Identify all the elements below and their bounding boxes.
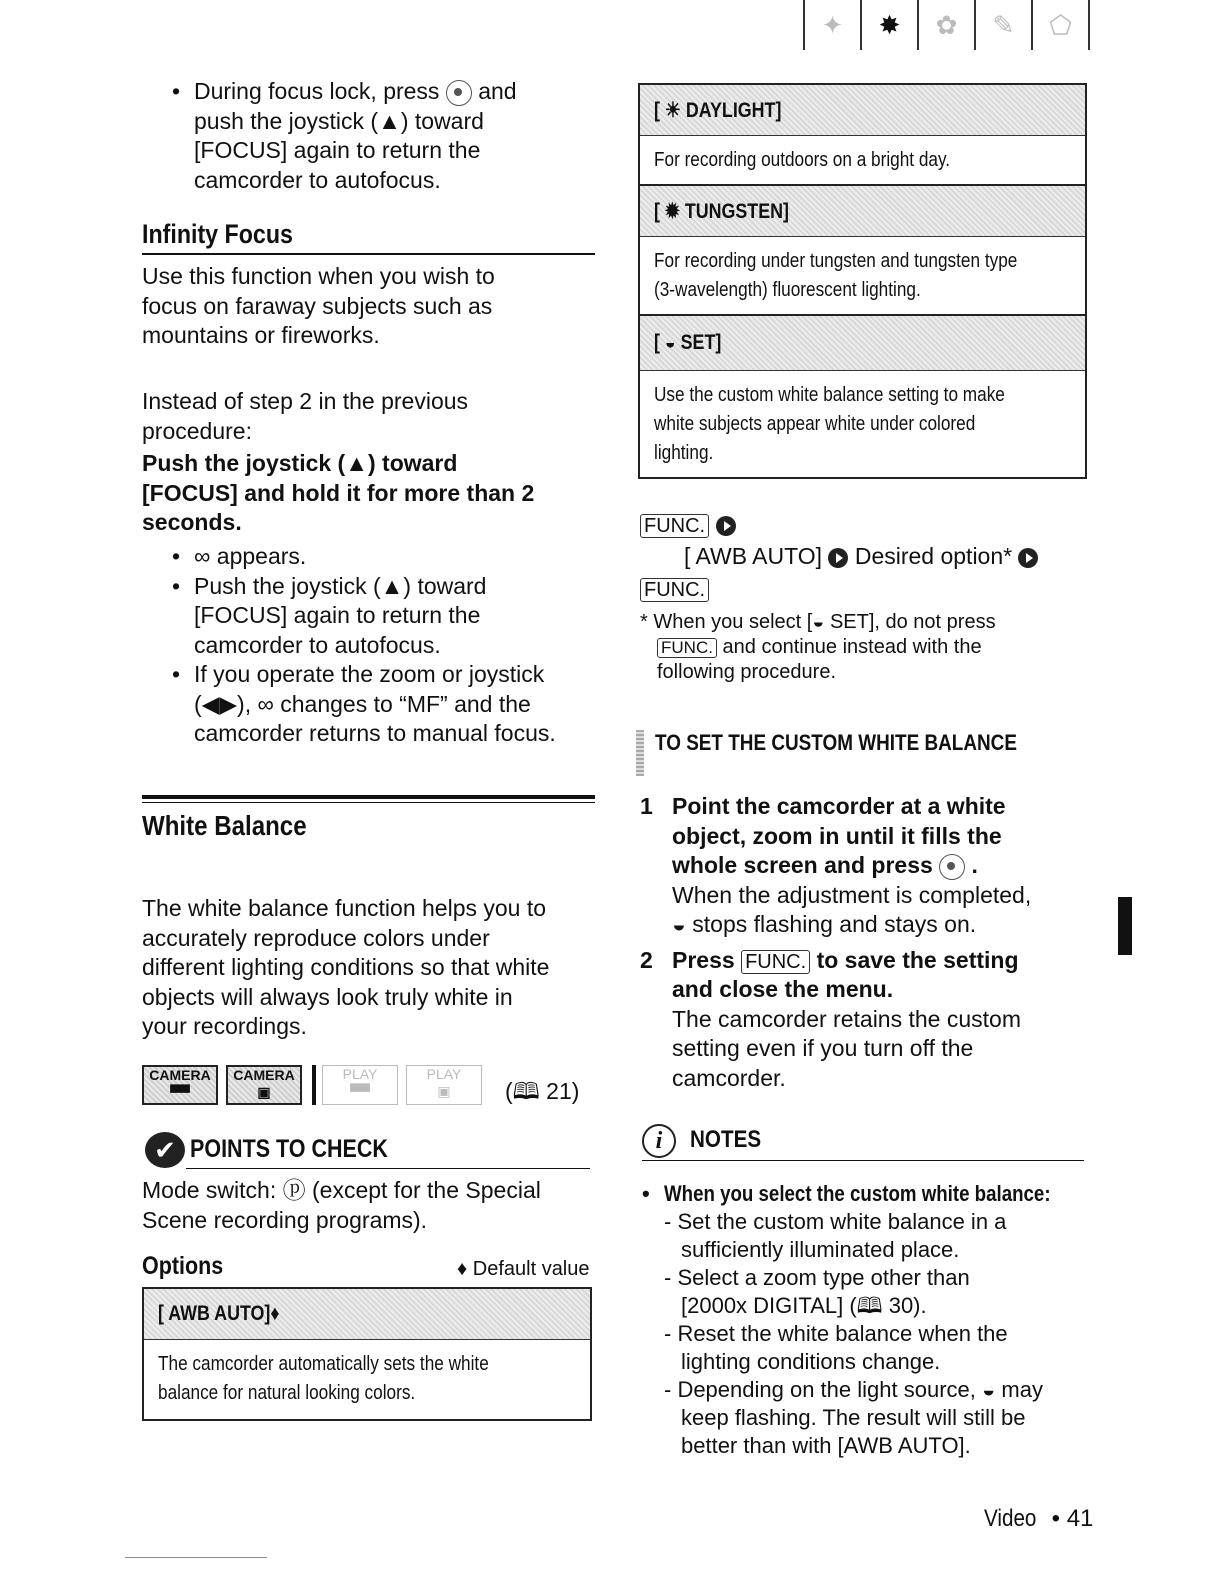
mode-page-ref: (🕮 21) xyxy=(505,1078,580,1104)
camera-movie-selected-icon: ✸ xyxy=(860,0,917,50)
section-marker xyxy=(1118,897,1132,955)
arrow-icon xyxy=(716,516,736,536)
options-label: Options xyxy=(142,1252,224,1280)
list-item: • During focus lock, press and push the joystick (▲) toward [FOCUS] again to return the camcorder to autofocus. xyxy=(172,77,612,195)
page-footer xyxy=(984,1505,1093,1533)
list-item: - Depending on the light source, ◒ may keep flashing. The result will still be better than with [AWB AUTO]. xyxy=(664,1377,1043,1458)
default-value-label: ♦ Default value xyxy=(457,1258,590,1280)
option-awb-auto xyxy=(142,1287,592,1421)
list-item: - Set the custom white balance in a sufficiently illuminated place. xyxy=(664,1209,1007,1262)
points-rule xyxy=(186,1168,590,1169)
infinity-bullets xyxy=(172,542,612,749)
mode-camera-still: CAMERA ▣ xyxy=(226,1065,302,1105)
step-1: 1 Point the camcorder at a white object, zoom in until it fills the whole screen and press . When the adjustment is completed, ◒ stops flashing and stays on. xyxy=(640,793,1032,937)
points-text: Mode switch: ⓟ (except for the Special Scene recording programs). xyxy=(142,1177,541,1233)
chapter-tabs xyxy=(803,0,1093,50)
other-icon: ⬠ xyxy=(1031,0,1090,50)
option-description: Use the custom white balance setting to make white subjects appear white under colored lighting. xyxy=(654,384,1005,464)
points-check-icon: ✔ xyxy=(145,1132,185,1168)
arrow-icon xyxy=(828,548,848,568)
white-balance-intro: The white balance function helps you to accurately reproduce colors under different lighting conditions so that white objects will always look truly white in your recordings. xyxy=(142,895,550,1039)
option-title: [ ✹ TUNGSTEN] xyxy=(640,186,1085,237)
list-item: • If you operate the zoom or joystick (◀▶), ∞ changes to “MF” and the camcorder returns to manual focus. xyxy=(172,660,612,749)
arrow-icon xyxy=(1018,548,1038,568)
heading-rule xyxy=(142,253,595,255)
mode-play-movie: PLAY ▀▀ xyxy=(322,1065,398,1105)
custom-heading-bar xyxy=(636,730,644,776)
joystick-press-icon xyxy=(446,80,472,106)
func-button-icon: FUNC. xyxy=(657,638,717,658)
info-icon: i xyxy=(642,1124,676,1158)
notes-rule xyxy=(642,1160,1084,1161)
notes-heading: NOTES xyxy=(690,1126,762,1153)
list-item: • ∞ appears. xyxy=(172,542,612,572)
step-2: 2 Press FUNC. to save the setting and close the menu. The camcorder retains the custom setting even if you turn off the camcorder. xyxy=(640,946,1021,1091)
camera-still-icon: ✿ xyxy=(917,0,974,50)
list-item: - Reset the white balance when the lighting conditions change. xyxy=(664,1321,1008,1374)
infinity-intro: Use this function when you wish to focus on faraway subjects such as mountains or fireworks. xyxy=(142,263,495,348)
mode-divider xyxy=(312,1065,316,1105)
infinity-step: Push the joystick (▲) toward [FOCUS] and hold it for more than 2 seconds. xyxy=(142,450,535,535)
option-title: [ ☀ DAYLIGHT] xyxy=(640,85,1085,136)
points-heading: POINTS TO CHECK xyxy=(190,1135,388,1163)
option-tungsten xyxy=(638,184,1087,316)
footer-bullet: • xyxy=(1051,1505,1061,1532)
list-item: • Push the joystick (▲) toward [FOCUS] again to return the camcorder to autofocus. xyxy=(172,572,612,661)
custom-steps xyxy=(640,792,1100,1093)
option-description: For recording outdoors on a bright day. xyxy=(654,149,951,171)
func-button-icon: FUNC. xyxy=(640,578,709,602)
option-description: For recording under tungsten and tungsten type (3-wavelength) fluorescent lighting. xyxy=(654,250,1018,301)
mode-play-still: PLAY ▣ xyxy=(406,1065,482,1105)
option-description: The camcorder automatically sets the white balance for natural looking colors. xyxy=(158,1353,489,1404)
joystick-press-icon xyxy=(939,854,965,880)
white-balance-heading: White Balance xyxy=(142,810,307,841)
option-title: [ AWB AUTO]♦ xyxy=(144,1289,590,1340)
option-title: [ ◒ SET] xyxy=(640,316,1085,371)
infinity-instead: Instead of step 2 in the previous procedure: xyxy=(142,388,469,444)
page-number: 41 xyxy=(1066,1505,1094,1532)
footer-section: Video xyxy=(984,1505,1037,1532)
playback-icon: ✎ xyxy=(974,0,1031,50)
camera-movie-icon: ✦ xyxy=(803,0,860,50)
func-sequence: FUNC. [ AWB AUTO] Desired option* FUNC. xyxy=(640,508,1100,604)
focus-lock-bullets xyxy=(172,77,612,195)
custom-heading: TO SET THE CUSTOM WHITE BALANCE xyxy=(655,730,1017,755)
func-button-icon: FUNC. xyxy=(741,950,810,974)
list-item: - Select a zoom type other than [2000x DIGITAL] (🕮 30). xyxy=(664,1265,970,1318)
footnote: * When you select [◒ SET], do not press FUNC. and continue instead with the following procedure. xyxy=(640,611,996,683)
footer-line xyxy=(125,1557,267,1558)
section-rule-thick xyxy=(142,795,595,799)
option-daylight xyxy=(638,83,1087,186)
section-rule-thin xyxy=(142,802,595,803)
func-button-icon: FUNC. xyxy=(640,514,709,538)
option-custom-set xyxy=(638,314,1087,479)
infinity-focus-heading: Infinity Focus xyxy=(142,219,293,249)
mode-camera-movie: CAMERA ▀▀ xyxy=(142,1065,218,1105)
notes-list: • When you select the custom white balance: - Set the custom white balance in a sufficiently illuminated place. - Select a zoom type other than [2000x DIGITAL] (🕮 30). - Reset the white balance when the lighting conditions change. - Depending on the light source, ◒ may keep flashing. The result will still be better than with [AWB AUTO]. xyxy=(642,1180,1102,1460)
